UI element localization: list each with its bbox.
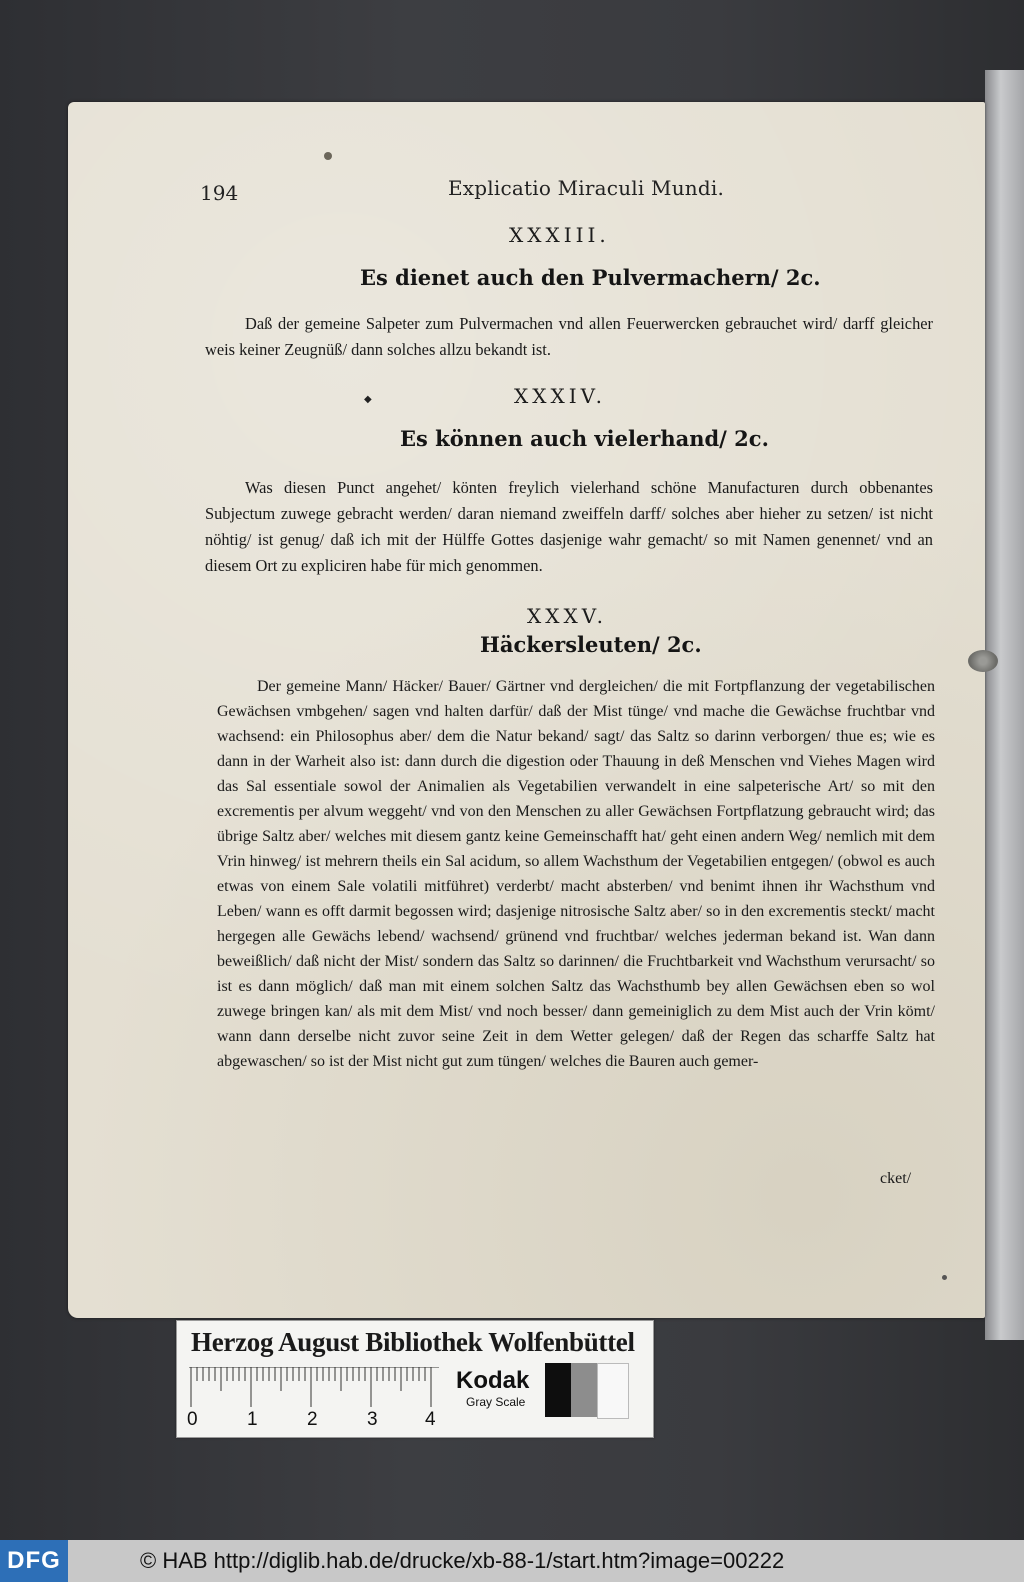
ruler-number: 4 (425, 1409, 436, 1430)
ruler-scale (189, 1367, 439, 1409)
ruler-number: 2 (307, 1409, 318, 1430)
section-number-35: XXXV. (527, 604, 608, 628)
ornament-star: ◆ (364, 394, 372, 405)
gray-swatch-black (545, 1363, 571, 1417)
paper-spot (324, 152, 332, 160)
section-number-33: XXXIII. (509, 223, 610, 247)
catchword: cket/ (880, 1170, 912, 1187)
gray-swatch-mid (571, 1363, 597, 1417)
kodak-logo: Kodak (456, 1367, 530, 1394)
section-text-34-content: Was diesen Punct angehet/ könten freylich vielerhand schöne Manufacturen durch obbenantes Subjectum zuwege gebracht werden/ daran niemand zweiffeln darff/ solches aber hieher zu setzen/ ist nicht nöhtig/ ist genug/ daß ich mit der Hülffe Gottes dasjenige wahr gemacht/ so mit Namen genennet/ vnd an diesem Ort zu expliciren habe für mich genommen. (205, 478, 933, 575)
section-text-34 (205, 475, 933, 579)
footer-bar (0, 1540, 1024, 1582)
ruler-number: 1 (247, 1409, 258, 1430)
page-number: 194 (200, 181, 239, 205)
gray-scale-card (176, 1320, 654, 1438)
copyright-credit: © HAB http://diglib.hab.de/drucke/xb-88-1/start.htm?image=00222 (140, 1548, 785, 1573)
section-text-33 (205, 311, 933, 363)
paper-spot (942, 1275, 947, 1280)
running-head: Explicatio Miraculi Mundi. (448, 176, 725, 200)
page-clip (968, 650, 998, 672)
gray-swatch-white (597, 1363, 629, 1419)
section-text-35-content: Der gemeine Mann/ Häcker/ Bauer/ Gärtner vnd dergleichen/ die mit Fortpflanzung der vegetabilischen Gewächsen vmbgehen/ sagen vnd halten darfür/ daß der Mist tünge/ vnd mache die Gewächse fruchtbar vnd wachsend: ein Philosophus aber/ dem die Natur bekand/ sagt/ das Saltz so darinn verborgen/ thue es; wie es dann in der Warheit also ist: dann durch die digestion oder Thauung in deß Menschen vnd Viehes Magen wird das Sal essentiale sowol der Animalien als Vegetabilien verwandelt in eine salpeterische Art/ so mit den excrementis per alvum weggeht/ vnd von den Menschen zu aller Gewächsen Fortpflatzung gebraucht wird; das übrige Saltz aber/ welches mit diesem gantz keine Gemeinschafft hat/ geht einen andern Weg/ nemlich mit dem Vrin hinweg/ ist mehrern theils ein Sal acidum, so allem Wachsthum der Vegetabilien entgegen/ (obwol es auch etwas von einem Sale volatili mitführet) verderbt/ macht absterben/ vnd benimt ihnen ihr Wachsthum vnd Leben/ wann es offt darmit begossen wird; dasjenige nitrosische Saltz aber/ so in den excrementis steckt/ macht hergegen alle Gewächs lebend/ wachsend/ grünend vnd fruchtbar/ welches jederman bekand ist. Wan dann beweißlich/ daß nicht der Mist/ sondern das Saltz so darinnen/ die Fruchtbarkeit vnd Wachsthum verursacht/ so ist es dann möglich/ daß man mit einem solchen Saltz das Wachsthumb bey allen Gewächsen eben so wol zuwege bringen kan/ als mit dem Mist/ vnd noch besser/ dann gemeiniglich zu dem Mist auch der Vrin kömt/ wann dann derselbe nicht zuvor seine Zeit in dem Wetter gelegen/ daß der Regen das scharffe Saltz hat abgewaschen/ so ist der Mist nicht gut zum tüngen/ welches die Bauren auch gemer- (217, 678, 935, 1070)
section-text-33-content: Daß der gemeine Salpeter zum Pulvermachen vnd allen Feuerwercken gebrauchet wird/ darff gleicher weis keiner Zeugnüß/ dann solches allzu bekandt ist. (205, 314, 933, 359)
section-heading-33: Es dienet auch den Pulvermachern/ 2c. (360, 265, 821, 290)
ruler-number: 3 (367, 1409, 378, 1430)
ruler-number: 0 (187, 1409, 198, 1430)
card-title: Herzog August Bibliothek Wolfenbüttel (191, 1327, 635, 1357)
section-heading-34: Es können auch vielerhand/ 2c. (400, 426, 769, 451)
section-heading-35: Häckersleuten/ 2c. (480, 632, 702, 657)
section-text-35 (217, 674, 935, 1074)
section-number-34: XXXIV. (514, 384, 606, 408)
dfg-logo: DFG (0, 1540, 68, 1582)
kodak-subtitle: Gray Scale (466, 1395, 526, 1409)
book-fore-edge (985, 70, 1024, 1340)
